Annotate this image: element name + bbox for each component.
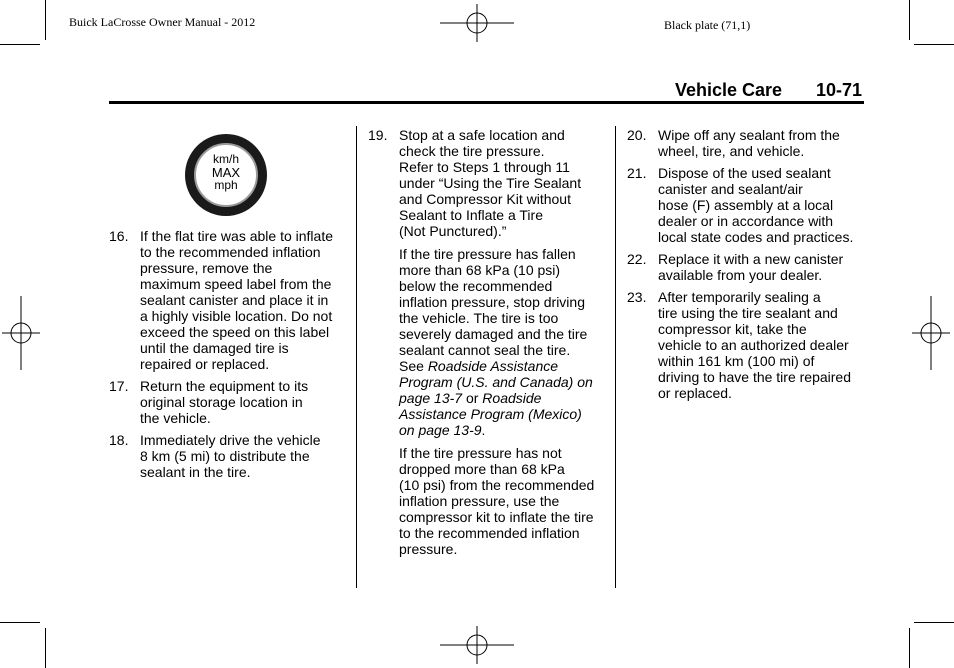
header-rule — [109, 101, 864, 104]
step-22 — [627, 251, 867, 283]
step-23 — [627, 289, 867, 401]
step-text: Return the equipment to its original storage location in the vehicle. — [140, 378, 309, 426]
step-21 — [627, 165, 867, 245]
see-word: See — [399, 358, 424, 374]
step-paragraph-text: If the tire pressure has fallen more than 68 kPa (10 psi) below the recommended inflation pressure, stop driving the vehicle. The tire is too severely damaged and the tire sealant cannot seal the tire. — [399, 246, 588, 358]
step-text: Immediately drive the vehicle 8 km (5 mi) to distribute the sealant in the tire. — [140, 432, 321, 480]
step-text: Stop at a safe location and check the tire pressure. Refer to Steps 1 through 11 under “Using the Tire Sealant and Compressor Kit without Sealant to Inflate a Tire (Not Punctured).” — [399, 127, 582, 239]
registration-mark-bottom — [440, 626, 514, 664]
column-divider — [356, 126, 357, 588]
step-18 — [109, 432, 349, 480]
step-number: 17. — [109, 378, 129, 394]
step-text: After temporarily sealing a tire using the tire sealant and compressor kit, take the vehicle to an authorized dealer within 161 km (100 mi) of driving to have the tire repaired or replaced. — [658, 289, 851, 401]
column-2 — [368, 127, 608, 563]
step-number: 18. — [109, 432, 129, 448]
step-text: Replace it with a new canister available from your dealer. — [658, 251, 844, 283]
column-1 — [109, 228, 349, 486]
step-text: Dispose of the used sealant canister and sealant/air hose (F) assembly at a local dealer or in accordance with local state codes and practices. — [658, 165, 854, 245]
plate-label: Black plate (71,1) — [664, 18, 751, 32]
label-max: MAX — [211, 165, 241, 180]
step-text: Wipe off any sealant from the wheel, tire, and vehicle. — [658, 127, 840, 159]
step-number: 19. — [368, 127, 388, 143]
step-paragraph — [399, 246, 608, 438]
page-number: 10-71 — [816, 80, 863, 100]
reference-link-us-canada[interactable]: Roadside Assistance Program (U.S. and Canada) on page 13-7 — [399, 358, 593, 406]
step-16 — [109, 228, 349, 372]
step-text: If the flat tire was able to inflate to the recommended inflation pressure, remove the maximum speed label from the sealant canister and place it in a highly visible location. Do not exceed the speed on this label until the damaged tire is repaired or replaced. — [140, 228, 333, 372]
step-number: 23. — [627, 289, 647, 305]
step-17 — [109, 378, 349, 426]
reference-link-mexico[interactable]: Roadside Assistance Program (Mexico) on page 13-9 — [399, 390, 582, 438]
book-title: Buick LaCrosse Owner Manual - 2012 — [69, 15, 256, 29]
column-3 — [627, 127, 867, 407]
step-paragraph: If the tire pressure has not dropped more than 68 kPa (10 psi) from the recommended inflation pressure, use the compressor kit to inflate the tire to the recommended inflation pressure. — [399, 445, 595, 557]
section-title: Vehicle Care — [675, 80, 783, 100]
registration-mark-left — [2, 296, 40, 370]
step-19 — [368, 127, 608, 557]
step-number: 22. — [627, 251, 647, 267]
label-mph: mph — [214, 178, 238, 192]
or-word: or — [465, 390, 479, 406]
registration-mark-top — [440, 4, 514, 42]
step-number: 16. — [109, 228, 129, 244]
step-number: 20. — [627, 127, 647, 143]
period: . — [481, 422, 486, 438]
max-speed-label-illustration — [184, 133, 268, 217]
column-divider — [615, 126, 616, 588]
registration-mark-right — [912, 296, 950, 370]
step-20 — [627, 127, 867, 159]
step-number: 21. — [627, 165, 647, 181]
label-kmh: km/h — [212, 152, 239, 166]
